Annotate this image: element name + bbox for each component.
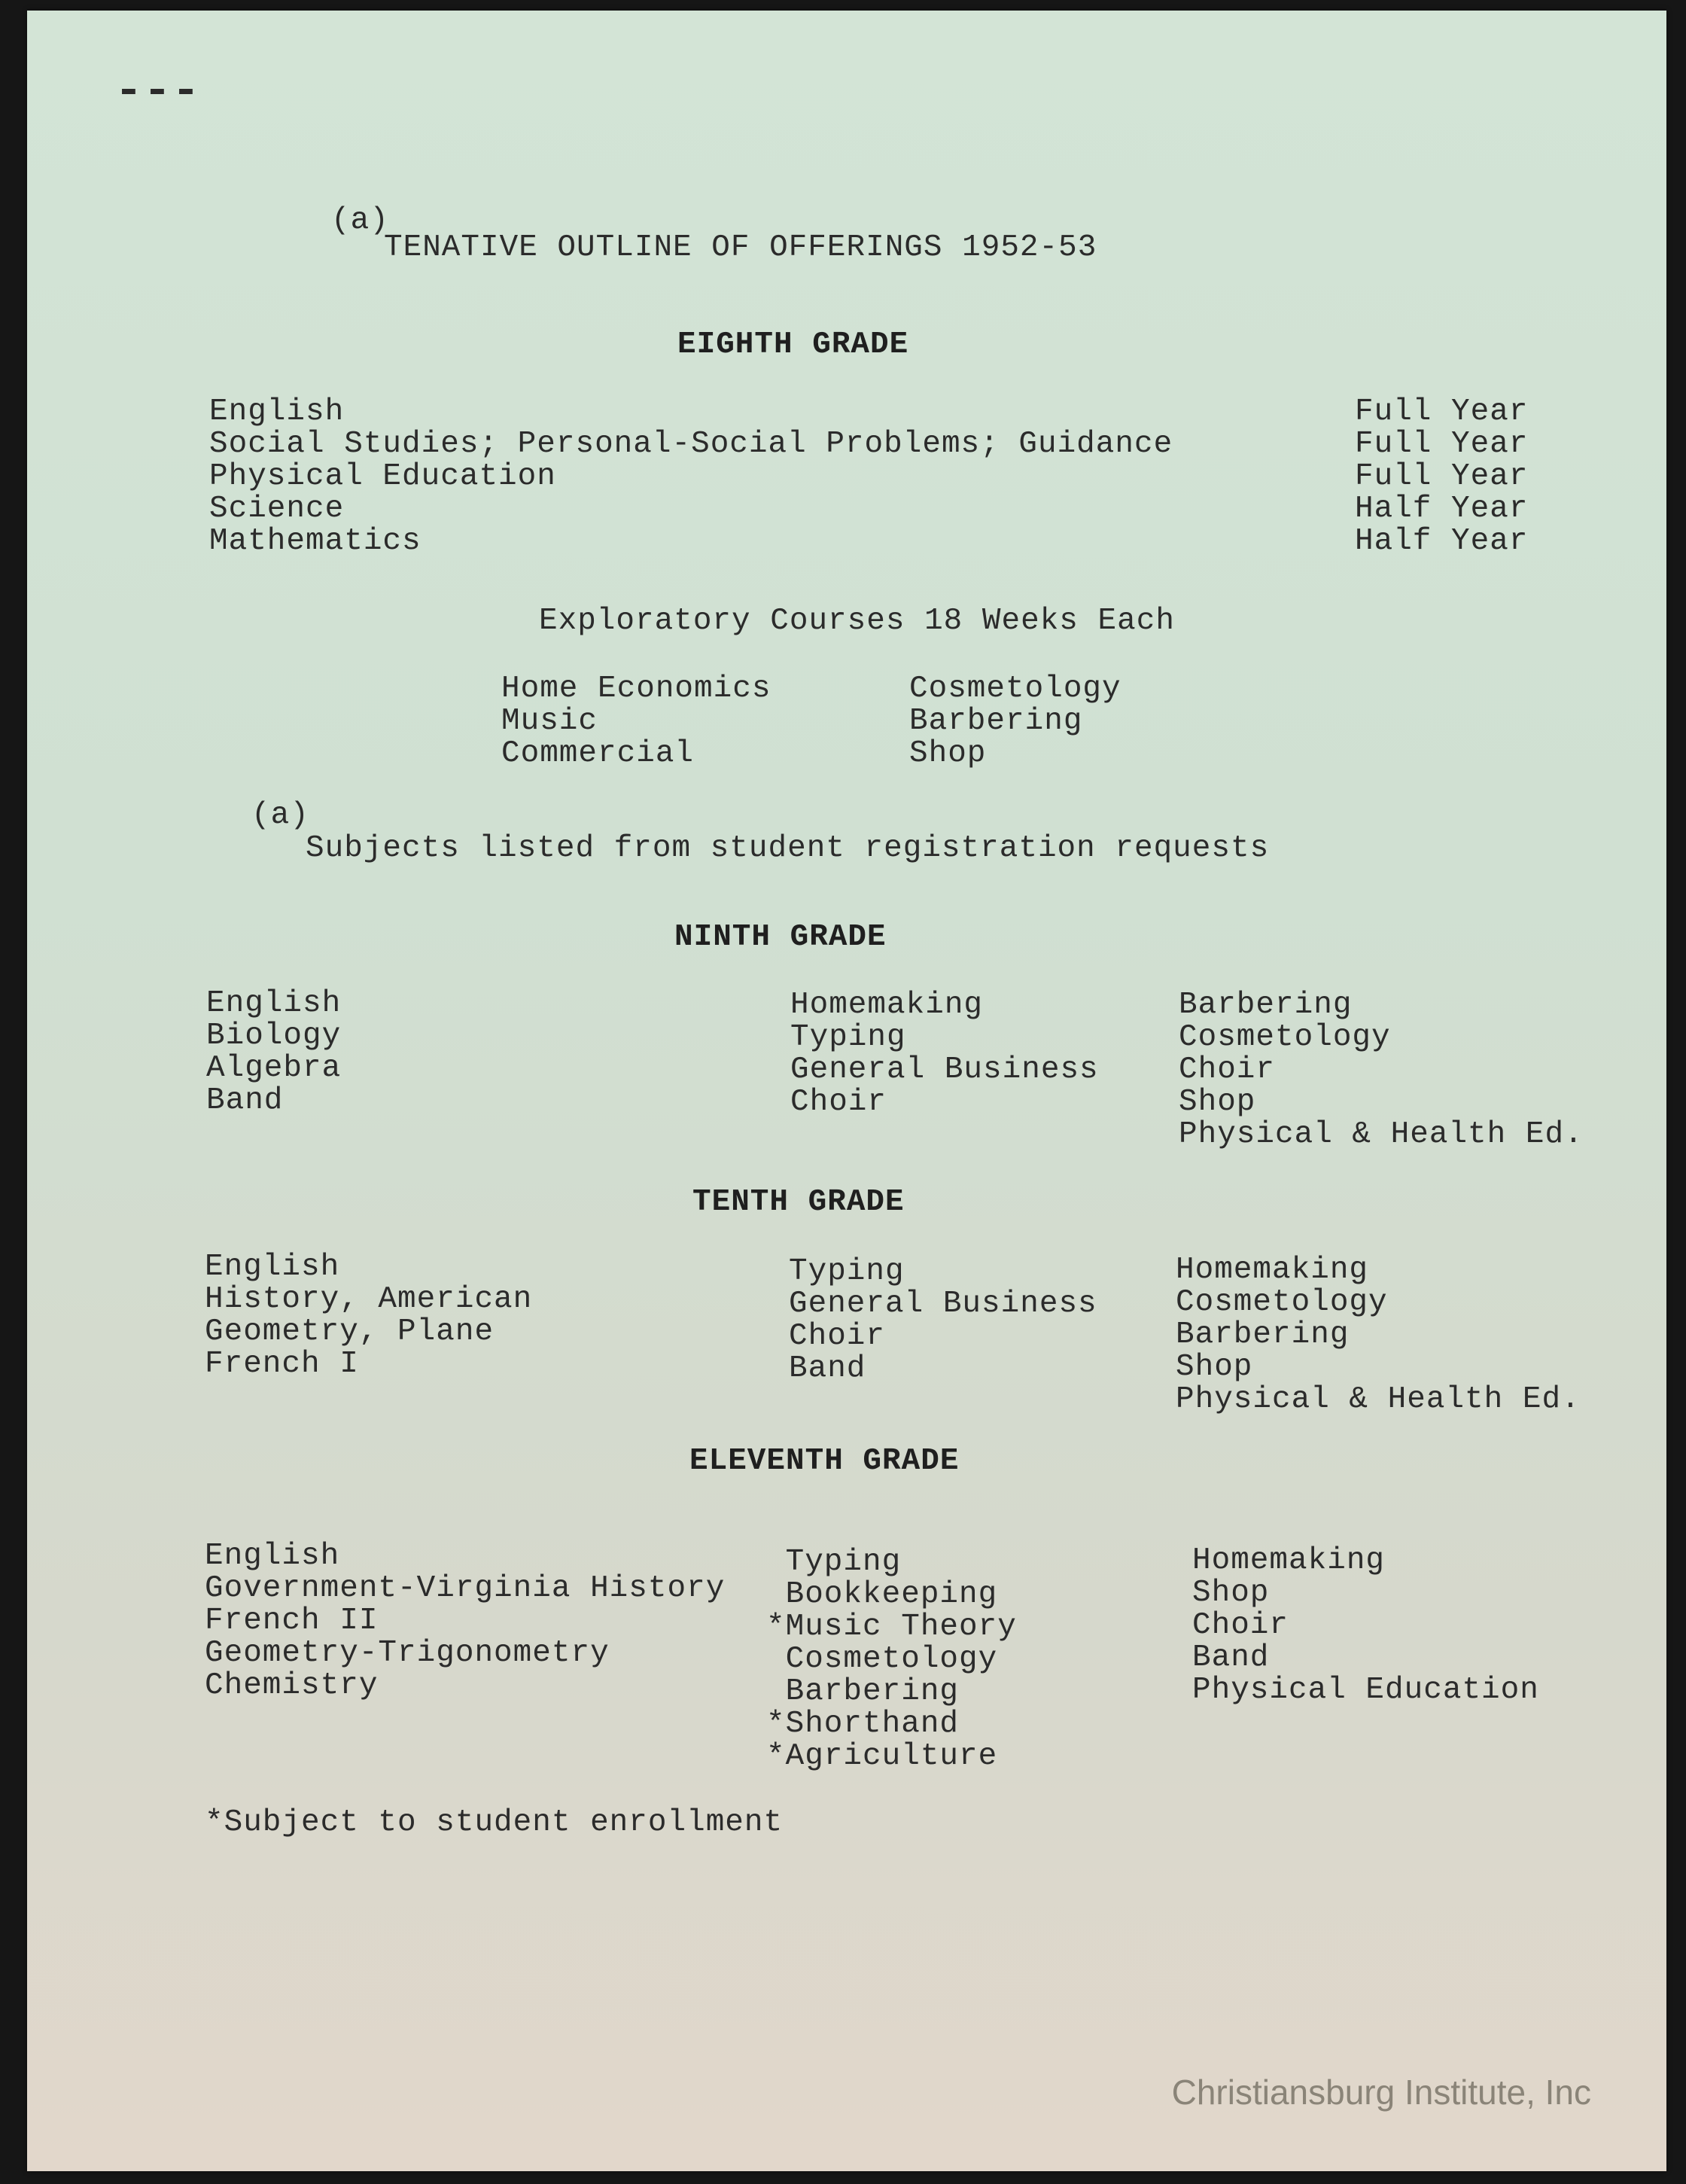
eleventh-grade-col1	[205, 1540, 725, 1702]
eighth-grade-heading: EIGHTH GRADE	[677, 327, 909, 362]
list-item: *Shorthand	[766, 1707, 960, 1741]
list-item: Band	[1192, 1640, 1270, 1675]
list-item: Cosmetology	[766, 1642, 998, 1677]
list-item: Music	[501, 704, 598, 739]
list-item: Chemistry	[205, 1668, 379, 1703]
list-item: Bookkeeping	[766, 1577, 998, 1612]
list-item: English	[205, 1539, 340, 1573]
course-duration: Full Year	[1355, 459, 1529, 494]
header-mark: (a)	[331, 203, 389, 238]
list-item: History, American	[205, 1282, 533, 1317]
eighth-grade-duration-list	[1355, 396, 1528, 558]
list-item: Shop	[1179, 1085, 1256, 1119]
course-duration: Half Year	[1355, 524, 1529, 559]
course-duration: Half Year	[1355, 492, 1529, 526]
list-item: Barbering	[1176, 1317, 1350, 1352]
ninth-grade-col3	[1179, 989, 1584, 1151]
list-item: Physical & Health Ed.	[1176, 1382, 1581, 1417]
list-item: Physical Education	[1192, 1673, 1539, 1707]
list-item: Cosmetology	[909, 672, 1121, 706]
list-item: Choir	[789, 1319, 886, 1354]
note-mark: (a)	[251, 798, 309, 833]
list-item: Barbering	[766, 1674, 960, 1709]
list-item: Choir	[1192, 1608, 1289, 1643]
corner-marks: ▬ ▬ ▬	[122, 77, 194, 102]
eighth-grade-course-list	[209, 396, 1173, 558]
list-item: Cosmetology	[1176, 1285, 1388, 1320]
eleventh-grade-col2	[766, 1546, 1017, 1773]
list-item: French I	[205, 1347, 359, 1381]
list-item: Cosmetology	[1179, 1020, 1391, 1055]
course-name: Mathematics	[209, 524, 422, 559]
list-item: Homemaking	[1192, 1543, 1386, 1578]
course-name: Physical Education	[209, 459, 556, 494]
document-page	[27, 11, 1666, 2171]
list-item: *Music Theory	[766, 1610, 1017, 1644]
list-item: Government-Virginia History	[205, 1571, 726, 1606]
tenth-grade-heading: TENTH GRADE	[692, 1185, 905, 1220]
archive-watermark: Christiansburg Institute, Inc	[1171, 2073, 1591, 2112]
list-item: Homemaking	[790, 988, 984, 1022]
list-item: Typing	[790, 1020, 906, 1055]
exploratory-heading: Exploratory Courses 18 Weeks Each	[539, 604, 1175, 638]
list-item: Band	[206, 1083, 284, 1118]
tenth-grade-col2	[789, 1256, 1097, 1385]
list-item: Geometry-Trigonometry	[205, 1636, 610, 1671]
exploratory-left-list	[501, 673, 771, 770]
footnote: *Subject to student enrollment	[205, 1805, 784, 1840]
eleventh-grade-heading: ELEVENTH GRADE	[689, 1444, 960, 1479]
list-item: Homemaking	[1176, 1253, 1369, 1287]
page-title: TENATIVE OUTLINE OF OFFERINGS 1952-53	[384, 230, 1097, 265]
list-item: Home Economics	[501, 672, 771, 706]
list-item: Choir	[790, 1085, 887, 1119]
list-item: General Business	[789, 1287, 1097, 1321]
ninth-grade-col1	[206, 988, 341, 1117]
exploratory-right-list	[909, 673, 1121, 770]
list-item: English	[206, 986, 342, 1021]
list-item: English	[205, 1250, 340, 1284]
note-text: Subjects listed from student registration requests	[306, 831, 1270, 866]
list-item: Shop	[1176, 1350, 1253, 1384]
course-name: Social Studies; Personal-Social Problems; Guidance	[209, 427, 1173, 461]
ninth-grade-heading: NINTH GRADE	[674, 920, 887, 955]
tenth-grade-col1	[205, 1251, 532, 1381]
list-item: Algebra	[206, 1051, 342, 1086]
list-item: Band	[789, 1351, 866, 1386]
list-item: Typing	[766, 1545, 902, 1579]
tenth-grade-col3	[1176, 1254, 1581, 1416]
list-item: Shop	[1192, 1576, 1270, 1610]
list-item: Biology	[206, 1019, 342, 1053]
course-name: English	[209, 394, 345, 429]
eleventh-grade-col3	[1192, 1545, 1539, 1707]
list-item: Shop	[909, 736, 987, 771]
course-name: Science	[209, 492, 345, 526]
course-duration: Full Year	[1355, 394, 1529, 429]
course-duration: Full Year	[1355, 427, 1529, 461]
list-item: Barbering	[1179, 988, 1353, 1022]
list-item: General Business	[790, 1052, 1099, 1087]
list-item: French II	[205, 1604, 379, 1638]
list-item: Physical & Health Ed.	[1179, 1117, 1584, 1152]
list-item: Geometry, Plane	[205, 1314, 495, 1349]
list-item: *Agriculture	[766, 1739, 998, 1774]
ninth-grade-col2	[790, 989, 1099, 1119]
list-item: Choir	[1179, 1052, 1276, 1087]
list-item: Typing	[789, 1254, 905, 1289]
list-item: Commercial	[501, 736, 695, 771]
list-item: Barbering	[909, 704, 1083, 739]
